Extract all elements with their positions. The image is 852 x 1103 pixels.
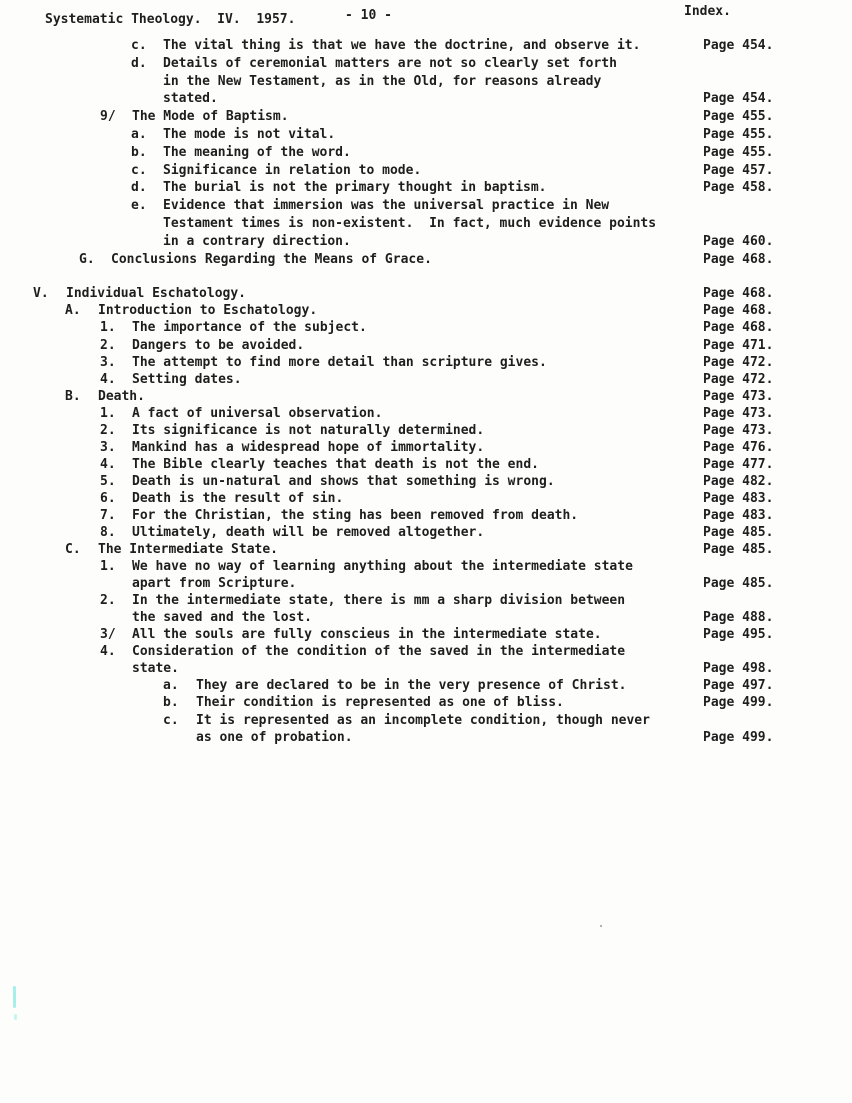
item-text: Evidence that immersion was the universal practice in New — [163, 198, 610, 214]
item-text: Their condition is represented as one of bliss. — [196, 695, 564, 711]
item-marker: 2. — [100, 593, 116, 609]
index-label: Index. — [684, 4, 731, 19]
item-text: Consideration of the condition of the saved in the intermediate — [132, 644, 626, 660]
toc-line — [0, 198, 852, 216]
toc-line — [0, 252, 852, 270]
toc-line — [0, 91, 852, 109]
page-ref: Page 488. — [703, 610, 774, 626]
item-marker: 4. — [100, 371, 116, 387]
toc-line — [0, 661, 852, 678]
page-ref: Page 499. — [703, 695, 774, 711]
item-text: Mankind has a widespread hope of immortality. — [132, 439, 485, 455]
toc-line — [0, 286, 852, 303]
toc-line — [0, 145, 852, 163]
item-text: as one of probation. — [196, 729, 353, 745]
document-title: Systematic Theology. IV. 1957. — [45, 12, 296, 27]
toc-line — [0, 389, 852, 406]
page-ref: Page 482. — [703, 473, 774, 489]
toc-line — [0, 576, 852, 593]
item-text: the saved and the lost. — [132, 610, 313, 626]
item-marker: 1. — [100, 559, 116, 575]
toc-line — [0, 320, 852, 337]
item-marker: 9/ — [100, 109, 116, 125]
toc-line — [0, 491, 852, 508]
item-marker: 6. — [100, 490, 116, 506]
item-marker: c. — [131, 162, 147, 178]
toc-line — [0, 56, 852, 74]
toc-line — [0, 508, 852, 525]
item-marker: d. — [131, 55, 147, 71]
page-ref: Page 468. — [703, 320, 774, 336]
toc-line — [0, 559, 852, 576]
item-marker: G. — [79, 251, 95, 267]
item-text: For the Christian, the sting has been removed from death. — [132, 507, 579, 523]
item-text: Death. — [98, 388, 145, 404]
item-marker: C. — [65, 542, 81, 558]
toc-line — [0, 457, 852, 474]
item-marker: a. — [163, 678, 179, 694]
toc-line — [0, 216, 852, 234]
item-text: We have no way of learning anything about the intermediate state — [132, 559, 633, 575]
item-text: apart from Scripture. — [132, 576, 297, 592]
page-ref: Page 476. — [703, 439, 774, 455]
item-text: in the New Testament, as in the Old, for reasons already — [163, 73, 602, 89]
toc-section-eschatology — [0, 286, 852, 746]
scan-speck — [600, 925, 602, 927]
toc-line — [0, 127, 852, 145]
toc-line — [0, 234, 852, 252]
section-gap — [0, 269, 852, 286]
item-marker: 2. — [100, 422, 116, 438]
toc-line — [0, 355, 852, 372]
page-ref: Page 457. — [703, 162, 774, 178]
toc-line — [0, 163, 852, 181]
item-text: The attempt to find more detail than scripture gives. — [132, 354, 547, 370]
toc-line — [0, 303, 852, 320]
page-ref: Page 473. — [703, 422, 774, 438]
page-ref: Page 455. — [703, 109, 774, 125]
toc-line — [0, 406, 852, 423]
item-text: Ultimately, death will be removed altogether. — [132, 525, 485, 541]
item-marker: A. — [65, 303, 81, 319]
toc-line — [0, 38, 852, 56]
page-ref: Page 498. — [703, 661, 774, 677]
toc-line — [0, 593, 852, 610]
toc-line — [0, 542, 852, 559]
item-text: Setting dates. — [132, 371, 242, 387]
item-marker: a. — [131, 126, 147, 142]
item-marker: 3. — [100, 354, 116, 370]
item-text: state. — [132, 661, 179, 677]
item-text: All the souls are fully conscieus in the intermediate state. — [132, 627, 602, 643]
item-text: In the intermediate state, there is mm a sharp division between — [132, 593, 626, 609]
page-ref: Page 485. — [703, 542, 774, 558]
toc-line — [0, 372, 852, 389]
item-text: Dangers to be avoided. — [132, 337, 305, 353]
page-ref: Page 485. — [703, 525, 774, 541]
scan-artifact-mark — [14, 1014, 17, 1020]
page-ref: Page 454. — [703, 38, 774, 53]
item-text: A fact of universal observation. — [132, 405, 383, 421]
item-text: The mode is not vital. — [163, 126, 336, 142]
toc-line — [0, 423, 852, 440]
page-ref: Page 454. — [703, 91, 774, 107]
toc-line — [0, 440, 852, 457]
toc-line — [0, 338, 852, 355]
page-ref: Page 460. — [703, 233, 774, 249]
item-text: Death is the result of sin. — [132, 490, 344, 506]
item-marker: 8. — [100, 525, 116, 541]
page-ref: Page 455. — [703, 144, 774, 160]
item-marker: 7. — [100, 507, 116, 523]
item-text: Significance in relation to mode. — [163, 162, 422, 178]
item-text: Its significance is not naturally determined. — [132, 422, 485, 438]
page-ref: Page 495. — [703, 627, 774, 643]
item-text: The Bible clearly teaches that death is not the end. — [132, 456, 539, 472]
item-marker: 1. — [100, 405, 116, 421]
item-text: Death is un-natural and shows that something is wrong. — [132, 473, 555, 489]
item-text: The importance of the subject. — [132, 320, 367, 336]
page-ref: Page 471. — [703, 337, 774, 353]
item-marker: V. — [33, 286, 49, 302]
table-of-contents — [0, 38, 852, 747]
toc-line — [0, 74, 852, 92]
item-marker: 1. — [100, 320, 116, 336]
item-marker: 3/ — [100, 627, 116, 643]
page-ref: Page 468. — [703, 303, 774, 319]
toc-line — [0, 713, 852, 730]
item-text: The Intermediate State. — [98, 542, 279, 558]
toc-line — [0, 695, 852, 712]
item-marker: b. — [163, 695, 179, 711]
item-text: The vital thing is that we have the doctrine, and observe it. — [163, 38, 641, 53]
item-text: Introduction to Eschatology. — [98, 303, 318, 319]
item-marker: 4. — [100, 456, 116, 472]
item-marker: b. — [131, 144, 147, 160]
page-ref: Page 458. — [703, 180, 774, 196]
toc-line — [0, 730, 852, 747]
page-ref: Page 477. — [703, 456, 774, 472]
page-ref: Page 455. — [703, 126, 774, 142]
item-marker: e. — [131, 198, 147, 214]
item-text: in a contrary direction. — [163, 233, 351, 249]
item-marker: c. — [131, 38, 147, 53]
item-text: Individual Eschatology. — [66, 286, 247, 302]
page-ref: Page 497. — [703, 678, 774, 694]
toc-line — [0, 610, 852, 627]
page-number: - 10 - — [345, 8, 392, 23]
page-ref: Page 473. — [703, 388, 774, 404]
page-ref: Page 499. — [703, 729, 774, 745]
toc-line — [0, 525, 852, 542]
page-ref: Page 472. — [703, 354, 774, 370]
page-ref: Page 472. — [703, 371, 774, 387]
item-marker: c. — [163, 712, 179, 728]
page-ref: Page 473. — [703, 405, 774, 421]
page-ref: Page 468. — [703, 251, 774, 267]
item-text: It is represented as an incomplete condition, though never — [196, 712, 650, 728]
item-text: Testament times is non-existent. In fact, much evidence points — [163, 215, 657, 231]
toc-line — [0, 109, 852, 127]
toc-line — [0, 678, 852, 695]
item-marker: 4. — [100, 644, 116, 660]
item-marker: 3. — [100, 439, 116, 455]
item-text: stated. — [163, 91, 218, 107]
toc-line — [0, 180, 852, 198]
toc-line — [0, 644, 852, 661]
page-ref: Page 468. — [703, 286, 774, 302]
page-ref: Page 483. — [703, 507, 774, 523]
toc-line — [0, 474, 852, 491]
item-text: The Mode of Baptism. — [132, 109, 289, 125]
item-marker: d. — [131, 180, 147, 196]
item-marker: B. — [65, 388, 81, 404]
item-marker: 2. — [100, 337, 116, 353]
item-text: Details of ceremonial matters are not so clearly set forth — [163, 55, 617, 71]
item-text: They are declared to be in the very presence of Christ. — [196, 678, 627, 694]
item-marker: 5. — [100, 473, 116, 489]
item-text: Conclusions Regarding the Means of Grace. — [111, 251, 432, 267]
toc-line — [0, 627, 852, 644]
page-ref: Page 483. — [703, 490, 774, 506]
scan-artifact-mark — [13, 986, 16, 1008]
toc-section-baptism — [0, 38, 852, 269]
item-text: The meaning of the word. — [163, 144, 351, 160]
item-text: The burial is not the primary thought in baptism. — [163, 180, 547, 196]
page-ref: Page 485. — [703, 576, 774, 592]
